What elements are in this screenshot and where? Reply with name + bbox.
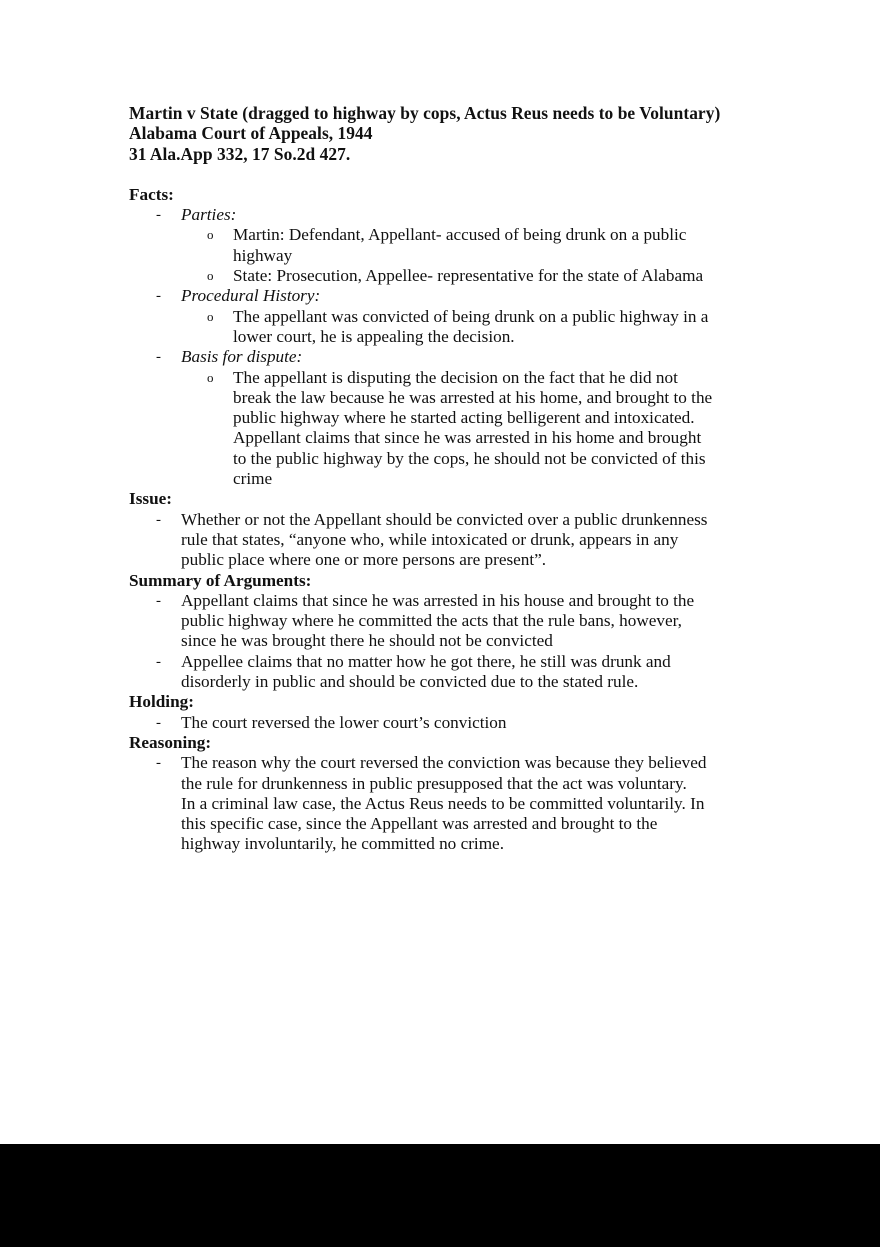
circle-bullet-icon: o xyxy=(207,308,214,324)
circle-bullet-icon: o xyxy=(207,268,214,284)
list-item-text: this specific case, since the Appellant was arrested and brought to the xyxy=(181,814,658,834)
dash-bullet-icon: - xyxy=(156,349,161,366)
list-item-text: to the public highway by the cops, he should not be convicted of this xyxy=(233,448,706,468)
case-brief xyxy=(129,103,769,855)
facts-basis-label xyxy=(129,347,769,367)
list-item-basis-for-dispute xyxy=(129,368,769,490)
list-item-text: Appellant claims that since he was arrested in his home and brought xyxy=(233,428,702,448)
list-item-text: highway involuntarily, he committed no crime. xyxy=(181,834,504,854)
section-reasoning xyxy=(129,733,769,855)
subheading-procedural-history: Procedural History: xyxy=(181,286,321,306)
facts-parties-label xyxy=(129,205,769,225)
dash-bullet-icon: - xyxy=(156,592,161,609)
facts-procedural-history-label xyxy=(129,286,769,306)
list-item-appellant-argument xyxy=(129,591,769,652)
list-item-text: crime xyxy=(233,469,273,489)
dash-bullet-icon: - xyxy=(156,511,161,528)
subheading-parties: Parties: xyxy=(181,205,237,225)
list-item-text: The appellant was convicted of being drunk on a public highway in a xyxy=(233,306,709,326)
list-item-text: rule that states, “anyone who, while intoxicated or drunk, appears in any xyxy=(181,529,679,549)
list-item-issue xyxy=(129,510,769,571)
citation: 31 Ala.App 332, 17 So.2d 427. xyxy=(129,143,351,164)
list-item-party-martin xyxy=(129,225,769,266)
dash-bullet-icon: - xyxy=(156,653,161,670)
list-item-party-state xyxy=(129,266,769,286)
subheading-basis-for-dispute: Basis for dispute: xyxy=(181,347,303,367)
list-item-text: public highway where he committed the acts that the rule bans, however, xyxy=(181,611,682,631)
dash-bullet-icon: - xyxy=(156,288,161,305)
list-item-text: disorderly in public and should be convicted due to the stated rule. xyxy=(181,672,639,692)
case-title-block xyxy=(129,103,769,164)
list-item-text: highway xyxy=(233,245,293,265)
section-holding xyxy=(129,692,769,733)
section-issue xyxy=(129,489,769,570)
list-item-text: The court reversed the lower court’s conviction xyxy=(181,712,507,732)
case-title: Martin v State (dragged to highway by cops, Actus Reus needs to be Voluntary) xyxy=(129,103,721,123)
list-item-text: lower court, he is appealing the decision. xyxy=(233,326,515,346)
section-heading-issue: Issue: xyxy=(129,489,172,509)
section-heading-summary: Summary of Arguments: xyxy=(129,570,312,590)
list-item-reasoning xyxy=(129,753,769,854)
dash-bullet-icon: - xyxy=(156,755,161,772)
spacer xyxy=(129,164,769,185)
list-item-text: the rule for drunkenness in public presupposed that the act was voluntary. xyxy=(181,773,687,793)
circle-bullet-icon: o xyxy=(207,227,214,243)
court-and-year: Alabama Court of Appeals, 1944 xyxy=(129,123,373,144)
list-item-text: public place where one or more persons are present”. xyxy=(181,550,547,570)
list-item-text: In a criminal law case, the Actus Reus needs to be committed voluntarily. In xyxy=(181,793,705,813)
section-facts xyxy=(129,185,769,489)
dash-bullet-icon: - xyxy=(156,714,161,731)
list-item-text: State: Prosecution, Appellee- representative for the state of Alabama xyxy=(233,266,704,286)
list-item-text: break the law because he was arrested at his home, and brought to the xyxy=(233,387,713,407)
section-summary-of-arguments xyxy=(129,571,769,693)
list-item-text: since he was brought there he should not be convicted xyxy=(181,631,553,651)
dash-bullet-icon: - xyxy=(156,207,161,224)
section-heading-holding: Holding: xyxy=(129,692,194,712)
list-item-text: Martin: Defendant, Appellant- accused of being drunk on a public xyxy=(233,225,687,245)
viewer-bottom-band xyxy=(0,1144,880,1247)
list-item-text: public highway where he started acting belligerent and intoxicated. xyxy=(233,408,695,428)
list-item-text: Appellee claims that no matter how he got there, he still was drunk and xyxy=(181,651,671,671)
list-item-text: Appellant claims that since he was arrested in his house and brought to the xyxy=(181,590,695,610)
list-item-holding xyxy=(129,713,769,733)
list-item-appellee-argument xyxy=(129,652,769,693)
section-heading-reasoning: Reasoning: xyxy=(129,732,212,752)
list-item-text: Whether or not the Appellant should be convicted over a public drunkenness xyxy=(181,509,708,529)
list-item-text: The reason why the court reversed the conviction was because they believed xyxy=(181,753,707,773)
list-item-procedural-history xyxy=(129,307,769,348)
circle-bullet-icon: o xyxy=(207,369,214,385)
list-item-text: The appellant is disputing the decision on the fact that he did not xyxy=(233,367,678,387)
section-heading-facts: Facts: xyxy=(129,184,174,204)
